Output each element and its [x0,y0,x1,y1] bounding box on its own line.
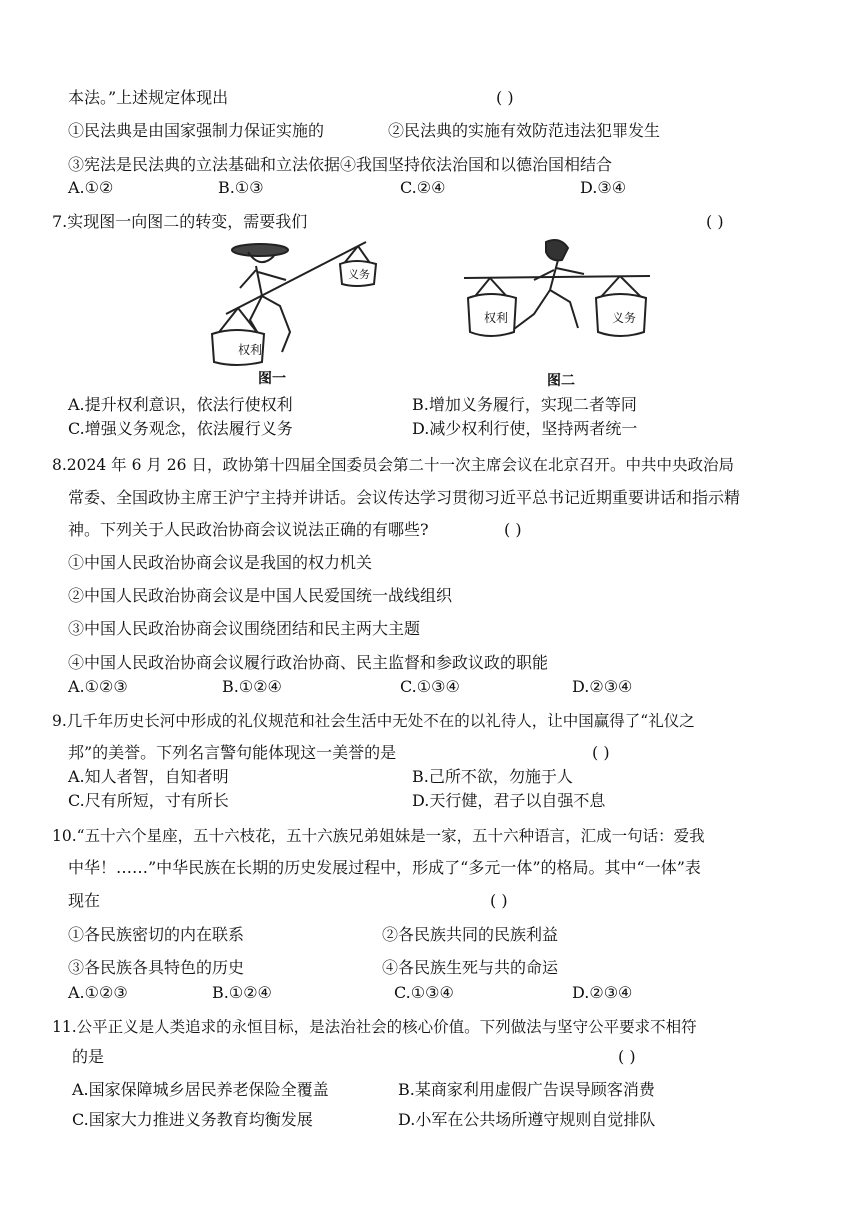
q8-stem-line-1: 8.2024 年 6 月 26 日，政协第十四届全国委员会第二十一次主席会议在北京召开。中共中央政治局 [52,456,734,474]
q11-choice-b: B.某商家利用虚假广告误导顾客消费 [398,1080,655,1099]
q11-choice-a: A.国家保障城乡居民养老保险全覆盖 [72,1080,329,1099]
figure-2-caption: 图二 [547,373,575,389]
q8-choice-c: C.①③④ [400,677,460,696]
q6-option-2: ②民法典的实施有效防范违法犯罪发生 [388,121,661,140]
figure-1-illustration [190,236,390,368]
q9-stem-line-1: 9.几千年历史长河中形成的礼仪规范和社会生活中无处不在的以礼待人，让中国赢得了“礼仪之 [52,712,695,730]
q7-choice-b: B.增加义务履行，实现二者等同 [412,395,637,414]
figure-1-caption: 图一 [258,371,286,387]
q10-choice-d: D.②③④ [572,983,633,1002]
q10-option-2: ②各民族共同的民族利益 [382,925,559,944]
q10-answer-paren: ( ) [490,891,508,910]
q9-choice-c: C.尺有所短，寸有所长 [68,791,229,810]
figure-2-illustration [450,236,660,368]
q8-choice-d: D.②③④ [572,677,633,696]
q11-stem-line-2: 的是 [72,1047,105,1066]
q9-answer-paren: ( ) [592,743,610,762]
q11-choice-c: C.国家大力推进义务教育均衡发展 [72,1110,313,1129]
q6-answer-paren: ( ) [496,88,514,107]
q8-option-1: ①中国人民政治协商会议是我国的权力机关 [68,553,373,572]
q6-option-1: ①民法典是由国家强制力保证实施的 [68,121,325,140]
q11-stem-line-1: 11.公平正义是人类追求的永恒目标，是法治社会的核心价值。下列做法与坚守公平要求不相符 [52,1018,697,1036]
q8-stem-line-3: 神。下列关于人民政治协商会议说法正确的有哪些? [68,520,429,539]
q9-stem-line-2: 邦”的美誉。下列名言警句能体现这一美誉的是 [68,743,397,762]
q6-choice-d: D.③④ [580,178,627,197]
fig2-right-bag-label: 义务 [612,311,637,325]
q11-choice-d: D.小军在公共场所遵守规则自觉排队 [398,1110,656,1129]
fig1-right-bag-label: 义务 [348,269,370,281]
fig2-left-bag-label: 权利 [484,311,509,325]
q11-answer-paren: ( ) [618,1047,636,1066]
q10-stem-line-2: 中华！……”中华民族在长期的历史发展过程中，形成了“多元一体”的格局。其中“一体”表 [68,858,701,877]
q10-stem-line-3: 现在 [68,891,101,910]
q6-choice-b: B.①③ [218,178,264,197]
q9-choice-d: D.天行健，君子以自强不息 [412,791,606,810]
q10-option-4: ④各民族生死与共的命运 [382,958,559,977]
q10-option-3: ③各民族各具特色的历史 [68,958,245,977]
q8-option-2: ②中国人民政治协商会议是中国人民爱国统一战线组织 [68,586,453,605]
q8-choice-a: A.①②③ [68,677,128,696]
q8-option-4: ④中国人民政治协商会议履行政治协商、民主监督和参政议政的职能 [68,653,549,672]
q6-stem-end: 本法。”上述规定体现出 [68,88,229,107]
q8-answer-paren: ( ) [504,520,522,539]
q6-choice-c: C.②④ [400,178,446,197]
q10-choice-a: A.①②③ [68,983,128,1002]
q8-option-3: ③中国人民政治协商会议围绕团结和民主两大主题 [68,619,421,638]
q6-choice-a: A.①② [68,178,114,197]
q7-choice-a: A.提升权利意识，依法行使权利 [68,395,293,414]
q9-choice-b: B.己所不欲，勿施于人 [412,767,573,786]
q7-stem: 7.实现图一向图二的转变，需要我们 [52,212,308,231]
q7-choice-d: D.减少权利行使，坚持两者统一 [412,419,638,438]
q10-option-1: ①各民族密切的内在联系 [68,925,245,944]
q7-choice-c: C.增强义务观念，依法履行义务 [68,419,293,438]
q10-choice-c: C.①③④ [394,983,454,1002]
q6-option-3-4: ③宪法是民法典的立法基础和立法依据④我国坚持依法治国和以德治国相结合 [68,155,613,174]
q8-stem-line-2: 常委、全国政协主席王沪宁主持并讲话。会议传达学习贯彻习近平总书记近期重要讲话和指示精 [68,488,741,507]
q7-answer-paren: ( ) [706,212,724,231]
fig1-left-bag-label: 权利 [238,343,263,357]
q9-choice-a: A.知人者智，自知者明 [68,767,229,786]
q10-choice-b: B.①②④ [212,983,272,1002]
q10-stem-line-1: 10.“五十六个星座，五十六枝花，五十六族兄弟姐妹是一家，五十六种语言，汇成一句话：爱我 [52,827,705,845]
q8-choice-b: B.①②④ [222,677,282,696]
